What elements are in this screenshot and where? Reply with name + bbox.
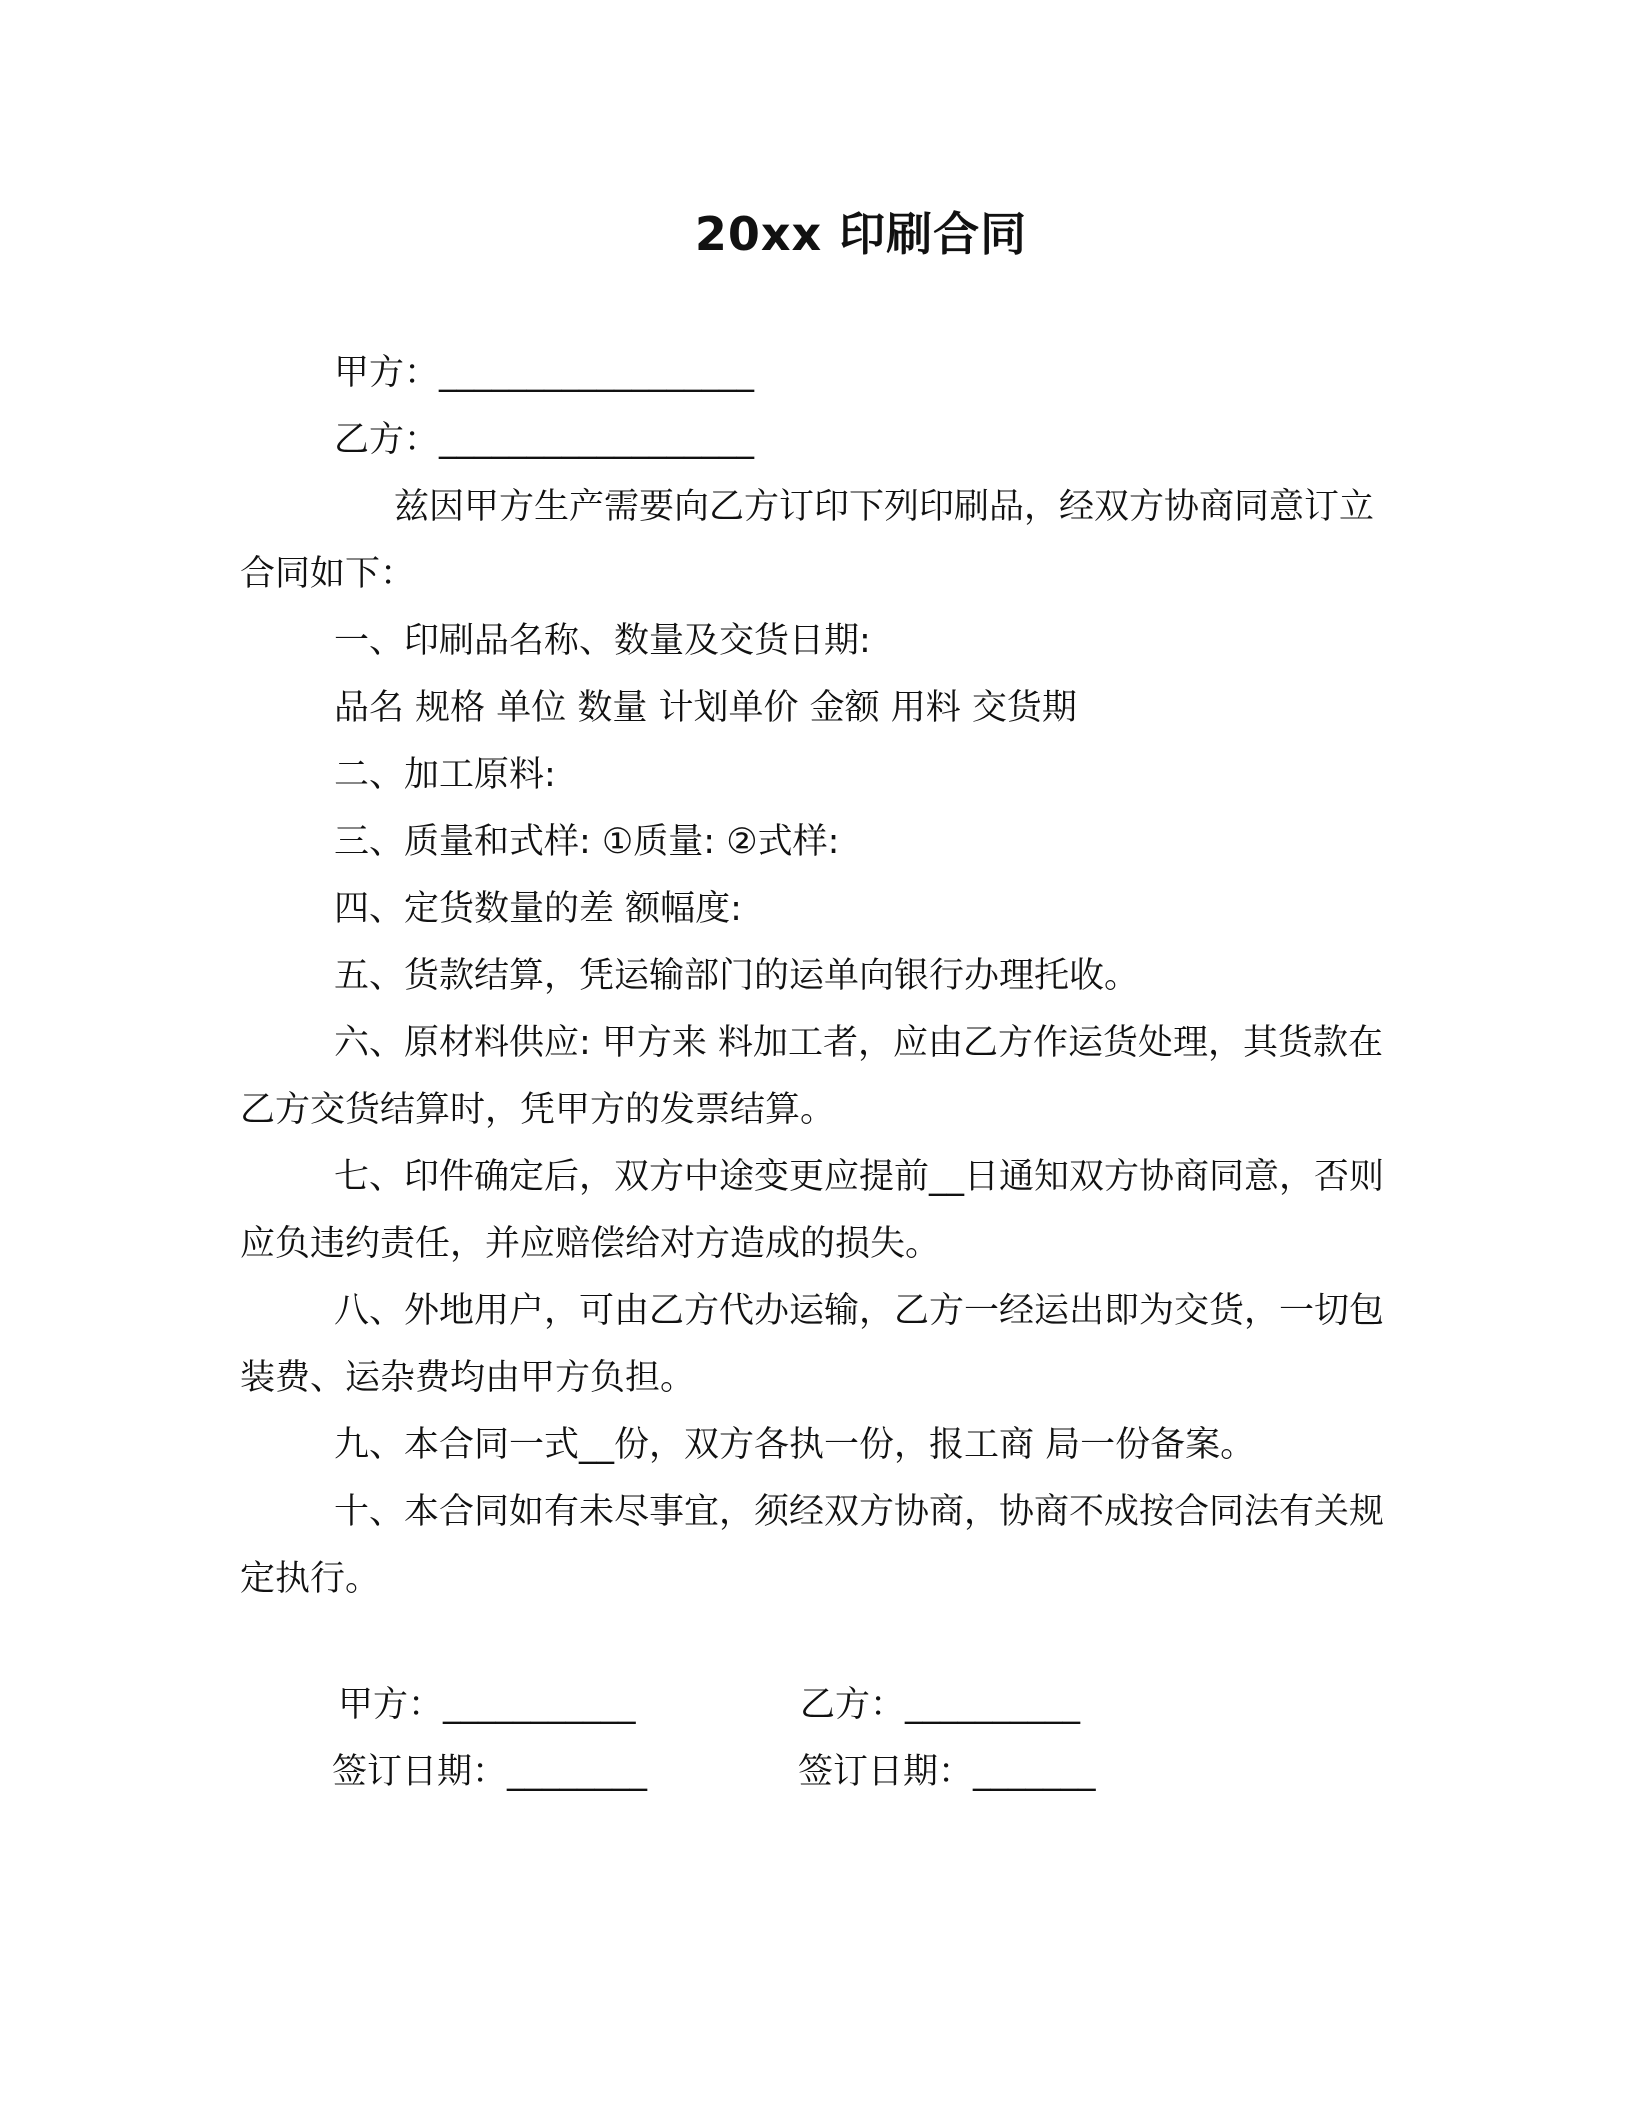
clause-1: 一、印刷品名称、数量及交货日期: [334, 621, 871, 661]
clause-3: 三、质量和式样: ①质量: ②式样: [334, 822, 840, 862]
page-title: 20xx 印刷合同 [694, 207, 1028, 261]
clause-10: 十、本合同如有未尽事宜，须经双方协商，协商不成按合同法有关规定执行。 [240, 1492, 1385, 1599]
signature-party-a: 甲方：___________ [338, 1685, 636, 1725]
clause-8: 八、外地用户，可由乙方代办运输，乙方一经运出即为交货，一切包装费、运杂费均由甲方负担。 [240, 1291, 1385, 1398]
clause-9: 九、本合同一式__份，双方各执一份，报工商 局一份备案。 [334, 1425, 1256, 1465]
clause-1-columns: 品名 规格 单位 数量 计划单价 金额 用料 交货期 [334, 688, 1077, 728]
clause-5: 五、货款结算，凭运输部门的运单向银行办理托收。 [334, 956, 1140, 996]
clause-2: 二、加工原料: [334, 755, 556, 795]
signature-date-a: 签订日期：________ [332, 1752, 648, 1792]
contract-body [240, 340, 1400, 1613]
intro-paragraph: 兹因甲方生产需要向乙方订印下列印刷品，经双方协商同意订立合同如下： [240, 487, 1375, 594]
clause-4: 四、定货数量的差 额幅度: [334, 889, 742, 929]
clause-7: 七、印件确定后，双方中途变更应提前__日通知双方协商同意，否则应负违约责任，并应赔偿给对方造成的损失。 [240, 1157, 1385, 1264]
signature-party-b: 乙方：__________ [800, 1685, 1081, 1725]
clause-6: 六、原材料供应: 甲方来 料加工者，应由乙方作运货处理，其货款在乙方交货结算时，凭甲方的发票结算。 [240, 1023, 1384, 1130]
signature-date-b: 签订日期：_______ [798, 1752, 1096, 1792]
party-a-line: 甲方：__________________ [334, 353, 755, 393]
party-b-line: 乙方：__________________ [334, 420, 755, 460]
